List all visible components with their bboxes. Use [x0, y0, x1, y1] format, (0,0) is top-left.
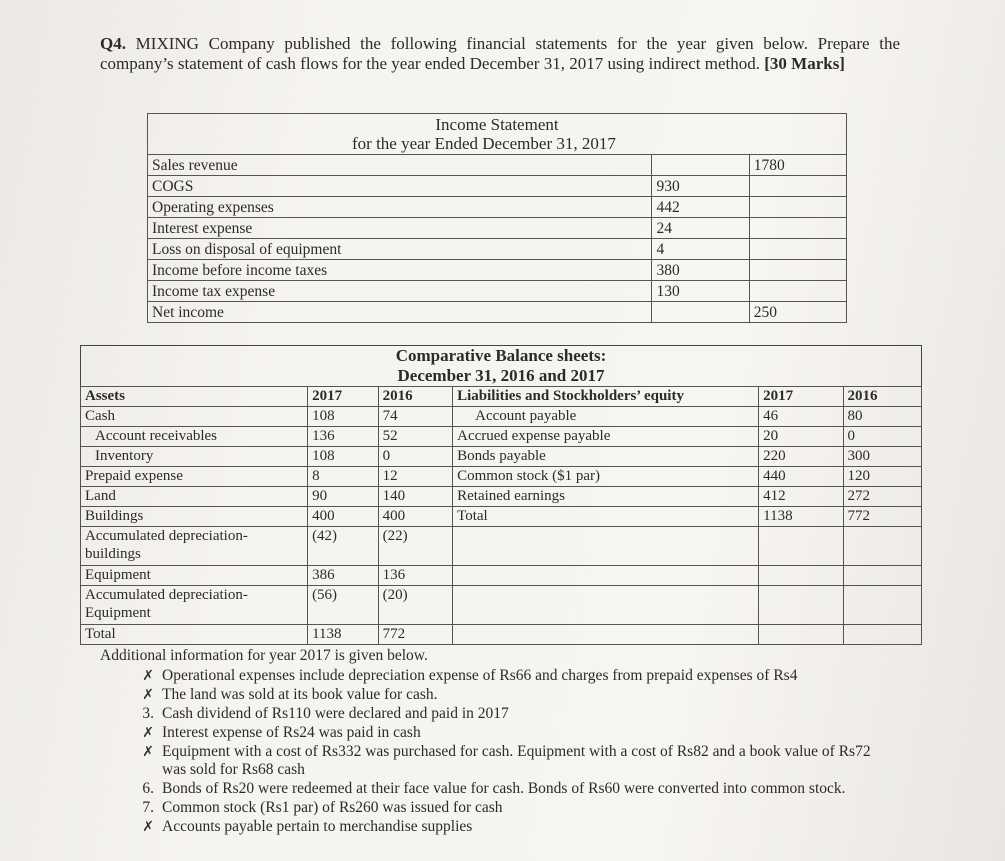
cross-mark-icon: ✗: [142, 687, 154, 703]
table-row: Account receivables 136 52 Accrued expense payable 20 0: [81, 427, 922, 447]
table-row: Interest expense 24: [148, 218, 847, 239]
table-row: Sales revenue 1780: [148, 155, 847, 176]
question-marks: [30 Marks]: [764, 54, 845, 73]
list-number: 7.: [142, 799, 154, 816]
table-row: Accumulated depreciation-buildings (42) (22): [81, 527, 922, 566]
balance-sheet-subtitle: December 31, 2016 and 2017: [397, 366, 605, 385]
table-row: Total 1138 772: [81, 625, 922, 645]
list-number: 3.: [142, 705, 154, 722]
table-row: COGS 930: [148, 176, 847, 197]
table-row: Land 90 140 Retained earnings 412 272: [81, 487, 922, 507]
list-item: ✗ Equipment with a cost of Rs332 was purchased for cash. Equipment with a cost of Rs82 and a book value of Rs72 was sold for Rs68 cash: [100, 743, 890, 779]
table-row: Net income 250: [148, 302, 847, 323]
cross-mark-icon: ✗: [142, 744, 154, 760]
additional-heading: Additional information for year 2017 is given below.: [100, 647, 428, 664]
income-statement-subtitle: for the year Ended December 31, 2017: [352, 134, 616, 153]
table-row: Operating expenses 442: [148, 197, 847, 218]
list-item: ✗ The land was sold at its book value for cash.: [100, 686, 890, 704]
list-item: ✗ Interest expense of Rs24 was paid in cash: [100, 724, 890, 742]
balance-sheet-table: [80, 345, 922, 645]
additional-list: [100, 667, 890, 836]
list-item: ✗ Accounts payable pertain to merchandise supplies: [100, 818, 890, 836]
table-row: Buildings 400 400 Total 1138 772: [81, 507, 922, 527]
question-body: MIXING Company published the following financial statements for the year given below. Prepare the company’s statement of cash flows for the year ended December 31, 2017 using indirect method.: [100, 34, 901, 73]
question-text: [100, 34, 900, 74]
balance-sheet-title: Comparative Balance sheets:: [395, 346, 607, 365]
cross-mark-icon: ✗: [142, 725, 154, 741]
table-row: Prepaid expense 8 12 Common stock ($1 par) 440 120: [81, 467, 922, 487]
income-statement-table: [147, 113, 847, 323]
list-item: 3. Cash dividend of Rs110 were declared and paid in 2017: [100, 705, 890, 723]
table-row: Equipment 386 136: [81, 566, 922, 586]
list-item: 7. Common stock (Rs1 par) of Rs260 was issued for cash: [100, 799, 890, 817]
table-row: Loss on disposal of equipment 4: [148, 239, 847, 260]
table-row: Income tax expense 130: [148, 281, 847, 302]
income-statement-header: [148, 114, 847, 155]
balance-sheet-header: [81, 346, 922, 387]
table-row: Inventory 108 0 Bonds payable 220 300: [81, 447, 922, 467]
question-number: Q4.: [100, 34, 126, 53]
cross-mark-icon: ✗: [142, 819, 154, 835]
income-statement-title: Income Statement: [435, 115, 559, 134]
list-item: ✗ Operational expenses include depreciation expense of Rs66 and charges from prepaid expenses of Rs4: [100, 667, 890, 685]
cross-mark-icon: ✗: [142, 668, 154, 684]
table-row: Accumulated depreciation-Equipment (56) (20): [81, 586, 922, 625]
additional-information: [100, 647, 890, 837]
table-row: Cash 108 74 Account payable 46 80: [81, 407, 922, 427]
balance-sheet-column-headers: Assets 2017 2016 Liabilities and Stockholders’ equity 2017 2016: [81, 387, 922, 407]
list-number: 6.: [142, 780, 154, 797]
list-item: 6. Bonds of Rs20 were redeemed at their face value for cash. Bonds of Rs60 were converted into common stock.: [100, 780, 890, 798]
table-row: Income before income taxes 380: [148, 260, 847, 281]
